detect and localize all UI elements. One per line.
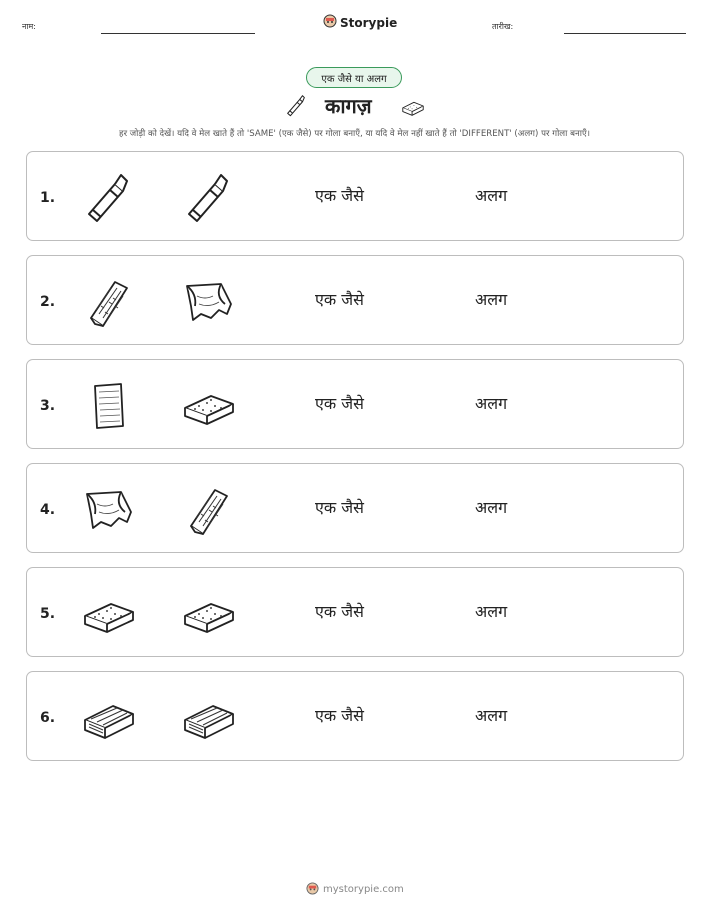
storypie-mascot-icon (306, 880, 319, 899)
question-row-2 (26, 255, 684, 345)
question-number: 2. (40, 294, 56, 310)
date-label: तारीख: (492, 22, 514, 31)
different-option[interactable]: अलग (475, 498, 508, 517)
tissue-icon (181, 274, 237, 330)
same-option[interactable]: एक जैसे (315, 394, 364, 413)
question-number: 4. (40, 502, 56, 518)
question-row-5 (26, 567, 684, 657)
different-option[interactable]: अलग (475, 290, 508, 309)
title-area (0, 90, 709, 122)
brand-name: Storypie (340, 15, 398, 30)
sponge-icon (181, 378, 237, 434)
bark-icon (81, 274, 137, 330)
date-line[interactable] (564, 33, 686, 34)
question-row-1 (26, 151, 684, 241)
question-row-3 (26, 359, 684, 449)
topic-tag: एक जैसे या अलग (306, 67, 402, 88)
question-row-6 (26, 671, 684, 761)
wood-plank-icon (81, 690, 137, 746)
footer-site: mystorypie.com (323, 884, 404, 895)
instructions: हर जोड़ी को देखें। यदि वे मेल खाते हैं तो 'SAME' (एक जैसे) पर गोला बनाएँ, या यदि वे मेल नहीं खाते हैं तो 'DIFFERENT' (अलग) पर गोला बनाएँ। (119, 129, 590, 139)
tissue-icon (81, 482, 137, 538)
storypie-mascot-icon (323, 13, 337, 32)
footer (306, 880, 404, 899)
brand-logo (323, 13, 397, 32)
crayon-icon (81, 170, 137, 226)
sponge-icon (398, 93, 428, 123)
crayon-icon (181, 170, 237, 226)
different-option[interactable]: अलग (475, 706, 508, 725)
sponge-icon (81, 586, 137, 642)
question-number: 1. (40, 190, 56, 206)
sponge-icon (181, 586, 237, 642)
wood-plank-icon (181, 690, 237, 746)
crayon-icon (283, 92, 309, 122)
question-number: 3. (40, 398, 56, 414)
same-option[interactable]: एक जैसे (315, 706, 364, 725)
name-line[interactable] (101, 33, 255, 34)
paper-icon (81, 378, 137, 434)
question-number: 5. (40, 606, 56, 622)
same-option[interactable]: एक जैसे (315, 186, 364, 205)
different-option[interactable]: अलग (475, 602, 508, 621)
same-option[interactable]: एक जैसे (315, 602, 364, 621)
bark-icon (181, 482, 237, 538)
question-number: 6. (40, 710, 56, 726)
page-title: कागज़ (325, 94, 372, 118)
different-option[interactable]: अलग (475, 394, 508, 413)
different-option[interactable]: अलग (475, 186, 508, 205)
question-row-4 (26, 463, 684, 553)
same-option[interactable]: एक जैसे (315, 498, 364, 517)
name-label: नाम: (22, 22, 36, 31)
same-option[interactable]: एक जैसे (315, 290, 364, 309)
